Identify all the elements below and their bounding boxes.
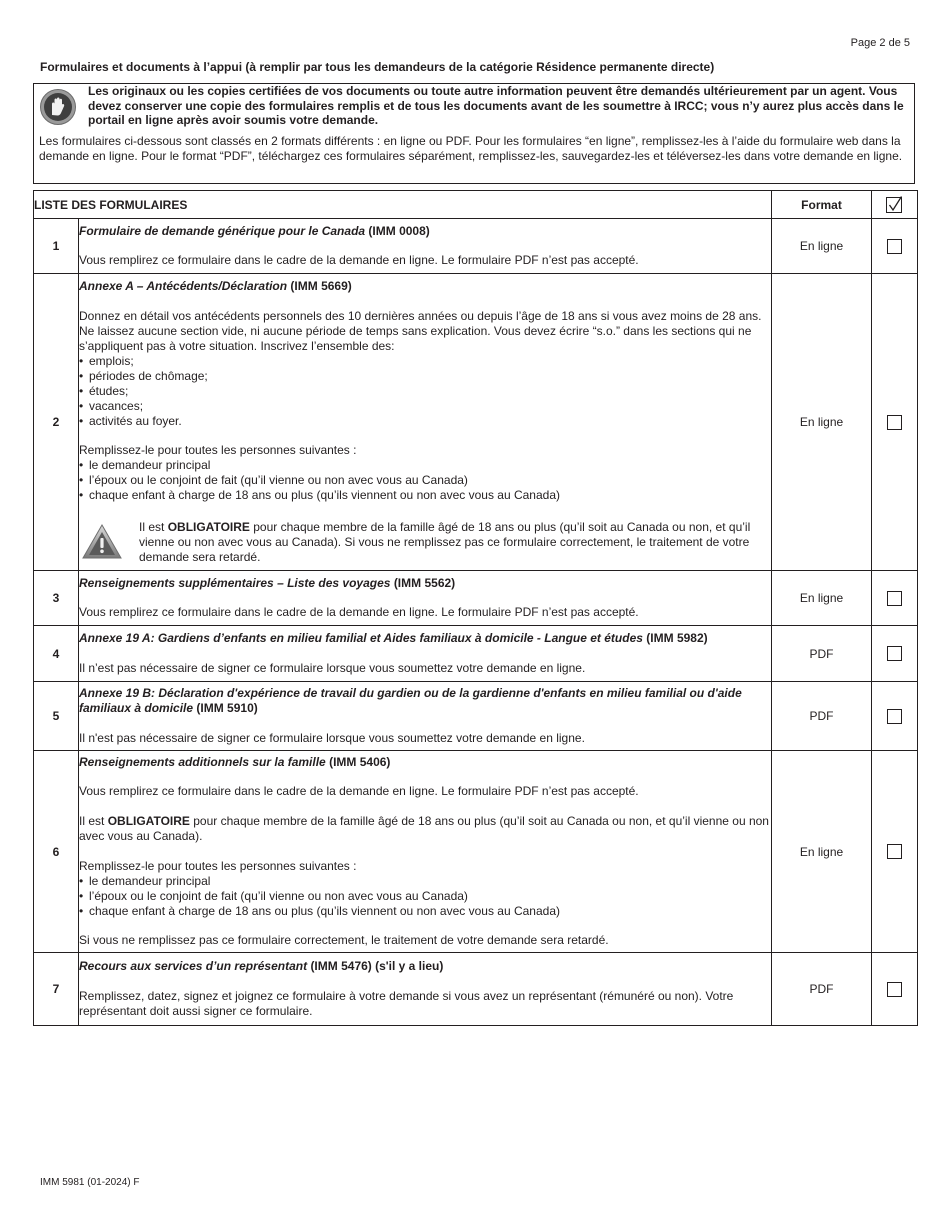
row-format: En ligne: [772, 571, 872, 626]
table-row: [34, 682, 918, 751]
mandatory-text-pre: Il est: [79, 814, 108, 829]
form-code: (IMM 5910): [196, 701, 258, 716]
row-number: 4: [34, 626, 79, 682]
table-row: [34, 953, 918, 1026]
stop-hand-icon: [39, 88, 77, 126]
form-instructions: Donnez en détail vos antécédents personnels des 10 dernières années ou depuis l’âge de 18 ans si vous avez moins de 28 ans. Ne laissez aucune section vide, ni aucune période de temps sans explication. Vous devez écrire “s.o.” dans les sections qui ne s’appliquent pas à votre situation. Inscrivez l’ensemble des:: [79, 309, 762, 354]
header-forms-list: LISTE DES FORMULAIRES: [34, 191, 772, 219]
form-title: Annexe 19 B: Déclaration d'expérience de travail du gardien ou de la gardienne d'enfants en milieu familial ou d'aide familiaux à domicile: [79, 686, 742, 716]
form-footer-code: IMM 5981 (01-2024) F: [40, 1177, 140, 1188]
mandatory-text-bold: OBLIGATOIRE: [107, 814, 190, 829]
row-checkbox-cell: [872, 219, 918, 274]
row-checkbox-cell: [872, 571, 918, 626]
forms-table: [33, 190, 918, 1026]
form-checkbox[interactable]: [887, 591, 902, 606]
table-row: [34, 751, 918, 953]
mandatory-warning: [79, 520, 771, 565]
header-format: Format: [772, 191, 872, 219]
row-checkbox-cell: [872, 953, 918, 1026]
list-item: • chaque enfant à charge de 18 ans ou plus (qu’ils viennent ou non avec vous au Canada): [79, 904, 771, 919]
row-description: [79, 274, 772, 571]
notice-bold-text: Les originaux ou les copies certifiées de vos documents ou toute autre information peuvent être demandés ultérieurement par un agent. Vous devez conserver une copie des formulaires remplis et de tous les documents avant de les soumettre à IRCC; vous n’y aurez plus accès dans le portail en ligne après avoir soumis votre demande.: [88, 84, 904, 127]
row-number: 7: [34, 953, 79, 1026]
persons-list: [79, 458, 771, 503]
row-format: PDF: [772, 953, 872, 1026]
mandatory-text-post: pour chaque membre de la famille âgé de 18 ans ou plus (qu’il soit au Canada ou non, et qu’il vienne ou non avec vous au Canada).: [79, 814, 769, 844]
row-number: 2: [34, 274, 79, 571]
persons-intro: Remplissez-le pour toutes les personnes suivantes :: [79, 443, 357, 458]
row-checkbox-cell: [872, 274, 918, 571]
row-format: PDF: [772, 626, 872, 682]
row-description: [79, 751, 772, 953]
table-row: [34, 571, 918, 626]
warning-text-bold: OBLIGATOIRE: [167, 519, 250, 534]
row-number: 3: [34, 571, 79, 626]
list-item: • emplois;: [79, 354, 771, 369]
list-item: • l’époux ou le conjoint de fait (qu’il vienne ou non avec vous au Canada): [79, 889, 771, 904]
row-checkbox-cell: [872, 751, 918, 953]
row-format: En ligne: [772, 751, 872, 953]
activities-list: [79, 354, 771, 429]
mandatory-note: [79, 814, 771, 844]
form-instructions: Vous remplirez ce formulaire dans le cadre de la demande en ligne. Le formulaire PDF n’est pas accepté.: [79, 784, 639, 799]
form-code: (IMM 5406): [329, 754, 391, 769]
row-checkbox-cell: [872, 682, 918, 751]
form-instructions: Vous remplirez ce formulaire dans le cadre de la demande en ligne. Le formulaire PDF n’est pas accepté.: [79, 253, 639, 268]
row-format: En ligne: [772, 219, 872, 274]
row-description: [79, 682, 772, 751]
row-description: [79, 953, 772, 1026]
notice-box: [33, 83, 915, 184]
list-item: • chaque enfant à charge de 18 ans ou plus (qu’ils viennent ou non avec vous au Canada): [79, 488, 771, 503]
list-item: • études;: [79, 384, 771, 399]
form-code: (IMM 5669): [290, 279, 352, 294]
checkmark-box-icon: [886, 196, 903, 213]
table-row: [34, 274, 918, 571]
persons-list: [79, 874, 771, 919]
header-check: [872, 191, 918, 219]
row-number: 5: [34, 682, 79, 751]
section-heading: Formulaires et documents à l’appui (à remplir par tous les demandeurs de la catégorie Résidence permanente directe): [40, 60, 715, 74]
form-checkbox[interactable]: [887, 239, 902, 254]
form-checkbox[interactable]: [887, 646, 902, 661]
form-title: Annexe A – Antécédents/Déclaration: [79, 279, 288, 294]
form-code: (IMM 0008): [368, 223, 430, 238]
row-format: PDF: [772, 682, 872, 751]
form-checkbox[interactable]: [887, 982, 902, 997]
table-row: [34, 219, 918, 274]
warning-text-pre: Il est: [139, 519, 168, 534]
delay-warning: Si vous ne remplissez pas ce formulaire correctement, le traitement de votre demande sera retardé.: [79, 933, 609, 948]
row-number: 1: [34, 219, 79, 274]
list-item: • périodes de chômage;: [79, 369, 771, 384]
form-checkbox[interactable]: [887, 415, 902, 430]
list-item: • activités au foyer.: [79, 414, 771, 429]
row-description: [79, 571, 772, 626]
row-format: En ligne: [772, 274, 872, 571]
form-title: Renseignements supplémentaires – Liste des voyages: [79, 575, 391, 590]
row-description: [79, 626, 772, 682]
form-checkbox[interactable]: [887, 844, 902, 859]
warning-text-post: pour chaque membre de la famille âgé de 18 ans ou plus (qu’il soit au Canada ou non, et qu’il vienne ou non avec vous au Canada). Si vous ne remplissez pas ce formulaire correctement, le traitement de votre demande sera retardé.: [139, 519, 751, 564]
persons-intro: Remplissez-le pour toutes les personnes suivantes :: [79, 858, 357, 873]
form-instructions: Il n'est pas nécessaire de signer ce formulaire lorsque vous soumettez votre demande en ligne.: [79, 730, 585, 745]
form-checkbox[interactable]: [887, 709, 902, 724]
form-title: Annexe 19 A: Gardiens d’enfants en milieu familial et Aides familiaux à domicile - Langue et études: [79, 631, 643, 646]
form-title: Recours aux services d’un représentant: [79, 959, 308, 974]
list-item: • le demandeur principal: [79, 874, 771, 889]
warning-triangle-icon: [81, 523, 123, 561]
list-item: • le demandeur principal: [79, 458, 771, 473]
form-code: (IMM 5982): [646, 631, 708, 646]
form-title: Formulaire de demande générique pour le Canada: [79, 223, 366, 238]
row-checkbox-cell: [872, 626, 918, 682]
form-title: Renseignements additionnels sur la famille: [79, 754, 326, 769]
table-row: [34, 626, 918, 682]
page-number: Page 2 de 5: [850, 37, 910, 49]
form-code: (IMM 5476) (s'il y a lieu): [310, 959, 444, 974]
list-item: • l’époux ou le conjoint de fait (qu’il vienne ou non avec vous au Canada): [79, 473, 771, 488]
table-header-row: [34, 191, 918, 219]
form-instructions: Il n’est pas nécessaire de signer ce formulaire lorsque vous soumettez votre demande en ligne.: [79, 660, 586, 675]
form-instructions: Vous remplirez ce formulaire dans le cadre de la demande en ligne. Le formulaire PDF n’est pas accepté.: [79, 605, 639, 620]
list-item: • vacances;: [79, 399, 771, 414]
row-number: 6: [34, 751, 79, 953]
form-code: (IMM 5562): [393, 575, 456, 590]
row-description: [79, 219, 772, 274]
form-instructions: Remplissez, datez, signez et joignez ce formulaire à votre demande si vous avez un représentant (rémunéré ou non). Votre représentant doit aussi signer ce formulaire.: [79, 988, 734, 1018]
notice-text: Les formulaires ci-dessous sont classés en 2 formats différents : en ligne ou PDF. Pour les formulaires “en ligne”, remplissez-les à l’aide du formulaire web dans la demande en ligne. Pour le format “PDF”, téléchargez ces formulaires séparément, remplissez-les, sauvegardez-les et téléversez-les dans votre demande en ligne.: [39, 134, 903, 163]
